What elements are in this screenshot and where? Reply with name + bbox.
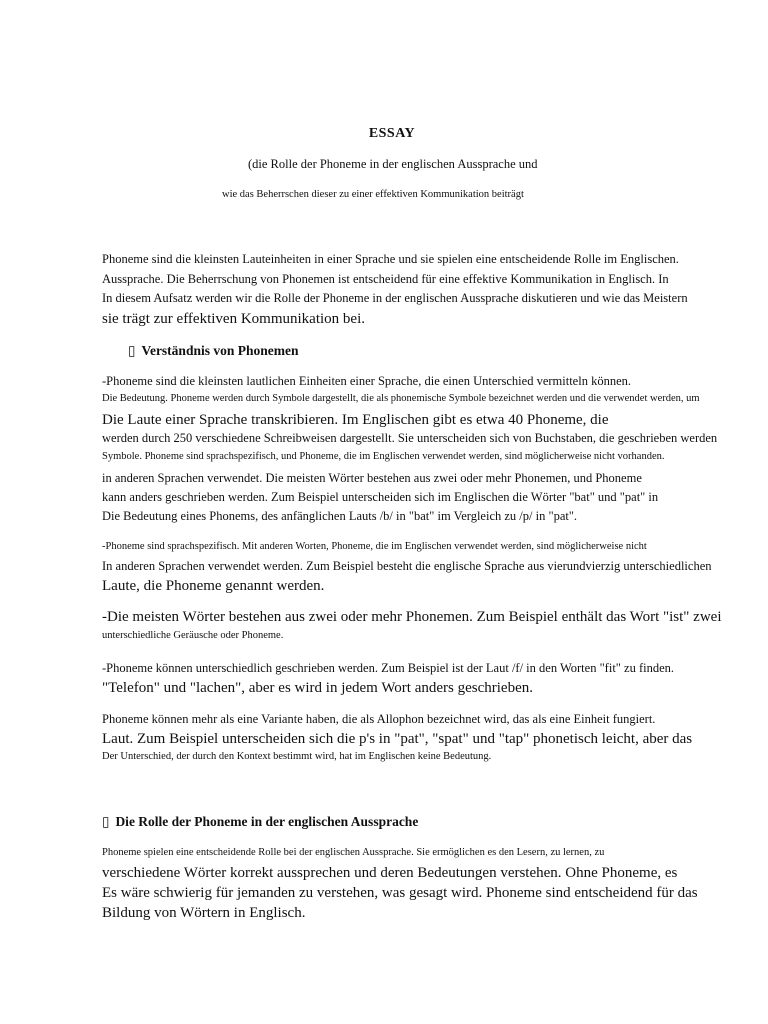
body-line: Der Unterschied, der durch den Kontext bestimmt wird, hat im Englischen keine Bedeutung. xyxy=(102,751,492,762)
body-line: -Phoneme sind die kleinsten lautlichen Einheiten einer Sprache, die einen Unterschied vermitteln können. xyxy=(102,374,632,388)
body-line: kann anders geschrieben werden. Zum Beispiel unterscheiden sich im Englischen die Wörter "bat" und "pat" in xyxy=(102,490,659,504)
intro-line: sie trägt zur effektiven Kommunikation bei. xyxy=(102,311,365,327)
missing-glyph-icon: ▯ xyxy=(128,343,136,358)
intro-line: Aussprache. Die Beherrschung von Phonemen ist entscheidend für eine effektive Kommunikation in Englisch. In xyxy=(102,272,669,286)
body-line: Phoneme spielen eine entscheidende Rolle bei der englischen Aussprache. Sie ermöglichen es den Lesern, zu lernen, zu xyxy=(102,847,605,858)
intro-line: In diesem Aufsatz werden wir die Rolle der Phoneme in der englischen Aussprache diskutieren und wie das Meistern xyxy=(102,291,688,305)
body-line: in anderen Sprachen verwendet. Die meisten Wörter bestehen aus zwei oder mehr Phonemen, und Phoneme xyxy=(102,471,642,485)
body-line: In anderen Sprachen verwendet werden. Zum Beispiel besteht die englische Sprache aus vierundvierzig unterschiedlichen xyxy=(102,559,712,573)
body-line: Symbole. Phoneme sind sprachspezifisch, und Phoneme, die im Englischen verwendet werden, sind möglicherweise nicht vorhanden. xyxy=(102,451,665,462)
section-heading-role xyxy=(102,815,418,829)
body-line: Phoneme können mehr als eine Variante haben, die als Allophon bezeichnet wird, das als eine Einheit fungiert. xyxy=(102,712,656,726)
intro-line: Phoneme sind die kleinsten Lauteinheiten in einer Sprache und sie spielen eine entscheidende Rolle im Englischen. xyxy=(102,252,679,266)
body-line: werden durch 250 verschiedene Schreibweisen dargestellt. Sie unterscheiden sich von Buchstaben, die geschrieben werden xyxy=(102,431,718,445)
missing-glyph-icon: ▯ xyxy=(102,814,110,829)
body-line: Die Bedeutung eines Phonems, des anfänglichen Lauts /b/ in "bat" im Vergleich zu /p/ in "pat". xyxy=(102,509,578,523)
subtitle-line-1: (die Rolle der Phoneme in der englischen Aussprache und xyxy=(248,157,538,171)
subtitle-line-2: wie das Beherrschen dieser zu einer effektiven Kommunikation beiträgt xyxy=(222,189,524,200)
body-line: Die Laute einer Sprache transkribieren. Im Englischen gibt es etwa 40 Phoneme, die xyxy=(102,412,609,428)
section-heading-text: Verständnis von Phonemen xyxy=(141,343,299,358)
body-line: unterschiedliche Geräusche oder Phoneme. xyxy=(102,630,284,641)
body-line: -Phoneme sind sprachspezifisch. Mit anderen Worten, Phoneme, die im Englischen verwendet werden, sind möglicherweise nicht xyxy=(102,541,647,552)
body-line: -Die meisten Wörter bestehen aus zwei oder mehr Phonemen. Zum Beispiel enthält das Wort "ist" zwei xyxy=(102,609,722,625)
body-line: -Phoneme können unterschiedlich geschrieben werden. Zum Beispiel ist der Laut /f/ in den Worten "fit" zu finden. xyxy=(102,661,675,675)
body-line: Die Bedeutung. Phoneme werden durch Symbole dargestellt, die als phonemische Symbole bezeichnet werden und die verwendet werden, um xyxy=(102,393,700,404)
essay-title: ESSAY xyxy=(368,126,416,141)
body-line: "Telefon" und "lachen", aber es wird in jedem Wort anders geschrieben. xyxy=(102,680,533,696)
section-heading-text: Die Rolle der Phoneme in der englischen Aussprache xyxy=(115,814,419,829)
body-line: Bildung von Wörtern in Englisch. xyxy=(102,905,306,921)
body-line: Laut. Zum Beispiel unterscheiden sich die p's in "pat", "spat" und "tap" phonetisch leicht, aber das xyxy=(102,731,693,747)
body-line: Laute, die Phoneme genannt werden. xyxy=(102,578,325,594)
section-heading-understanding xyxy=(128,344,298,358)
body-line: verschiedene Wörter korrekt aussprechen und deren Bedeutungen verstehen. Ohne Phoneme, es xyxy=(102,865,678,881)
body-line: Es wäre schwierig für jemanden zu verstehen, was gesagt wird. Phoneme sind entscheidend für das xyxy=(102,885,698,901)
